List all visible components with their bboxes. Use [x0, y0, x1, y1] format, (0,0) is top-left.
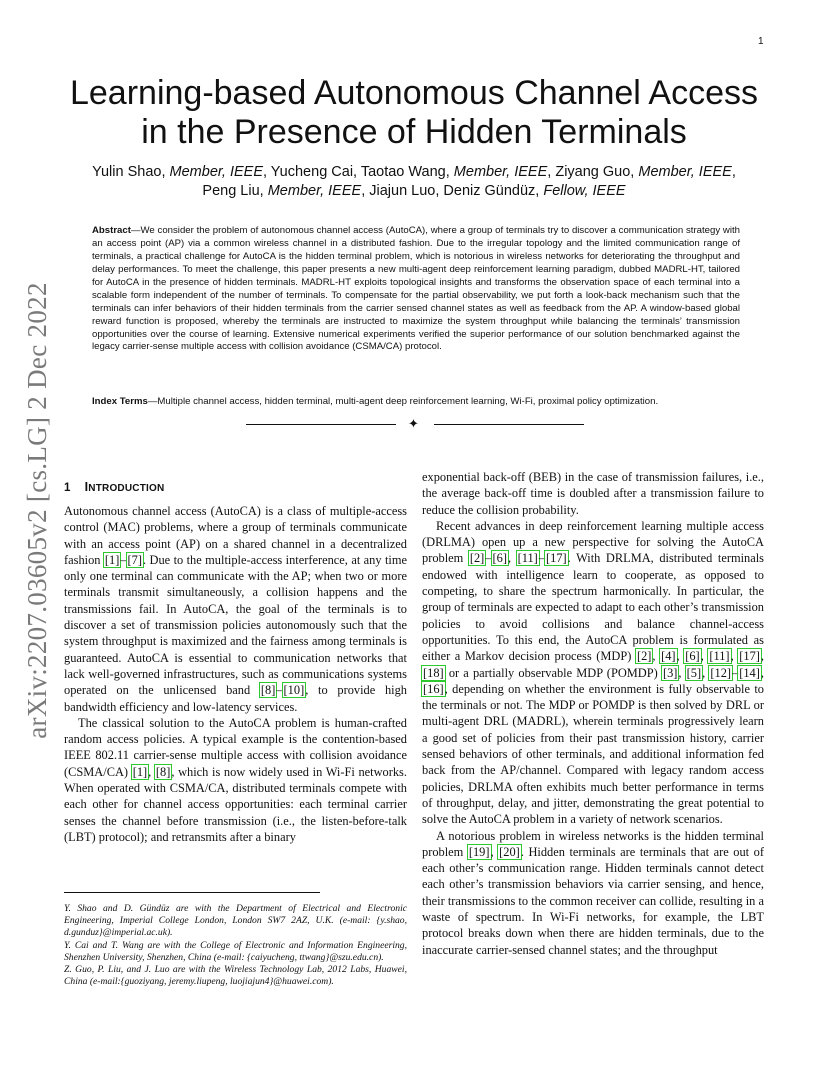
body-text: or a partially observable MDP (POMDP) — [444, 665, 662, 680]
citation-link[interactable]: [10] — [283, 683, 305, 698]
body-text: , — [702, 665, 710, 680]
paragraph — [422, 828, 764, 958]
body-text: exponential back-off (BEB) in the case of transmission failures, i.e., the average back-off time is doubled after a transmission failure to reduce the collision probability. — [422, 470, 764, 517]
citation-link[interactable]: [17] — [739, 649, 760, 664]
citation-link[interactable]: [2] — [469, 551, 485, 566]
footnotes — [64, 903, 407, 988]
body-text: , — [678, 665, 686, 680]
arxiv-identifier: arXiv:2207.03605v2 [cs.LG] 2 Dec 2022 — [21, 281, 52, 739]
paragraph — [422, 469, 764, 518]
body-text: , — [148, 764, 155, 779]
citation-link[interactable]: [18] — [423, 665, 444, 680]
abstract-text: —We consider the problem of autonomous channel access (AutoCA), where a group of terminals try to discover a communication strategy with an access point (AP) via a common wireless channel in a distributed fashion. Due to the irregular topology and the limited communication range of terminals, a practical challenge for AutoCA is the hidden terminal problem, which is notorious in wireless networks for deteriorating the throughput and delay performances. To meet the challenge, this paper presents a new multi-agent deep reinforcement learning paradigm, dubbed MADRL-HT, tailored for AutoCA in the presence of hidden terminals. MADRL-HT exploits topological insights and transforms the observation space of each terminal into a scalable form independent of the number of terminals. To compensate for the partial observability, we put forth a look-back mechanism such that the terminals can infer behaviors of their hidden terminals from the carrier sensed channel states as well as feedback from the AP. A window-based global reward function is proposed, whereby the terminals are instructed to maximize the system throughput while balancing the terminals’ transmission opportunities over the course of learning. Extensive numerical experiments verified the superior performance of our solution benchmarked against the legacy carrier-sense multiple access with collision avoidance (CSMA/CA) protocol. — [92, 225, 740, 353]
author-membership: Member, IEEE — [638, 164, 732, 180]
separator-line-left — [246, 424, 396, 425]
right-column — [422, 469, 764, 958]
author-names: , Jiajun Luo, Deniz Gündüz, — [361, 182, 544, 199]
citation-link[interactable]: [8] — [260, 683, 276, 698]
body-text: , — [730, 649, 739, 664]
body-text: , to provide high bandwidth efficiency and low-latency services. — [64, 683, 407, 714]
body-text: A notorious problem in wireless networks is the hidden terminal problem — [422, 828, 764, 859]
citation-link[interactable]: [7] — [127, 552, 142, 567]
index-terms — [92, 396, 740, 409]
body-text: . With DRLMA, distributed terminals endowed with intelligence learn to cooperate, as opposed to competing, to share the spectrum harmonically. In particular, the group of terminals are expected to adapt to each other’s transmission policies to avoid collisions and balance channel-access opportunities. To this end, the AutoCA problem is formulated as either a Markov decision process (MDP) — [422, 551, 764, 664]
section-number: 1 — [64, 482, 71, 494]
author-list — [70, 163, 758, 201]
body-text: Recent advances in deep reinforcement learning multiple access (DRLMA) open up a new perspective for solving the AutoCA problem — [422, 518, 764, 566]
author-names: , Ziyang Guo, — [547, 164, 639, 180]
footnote: Y. Shao and D. Gündüz are with the Department of Electrical and Electronic Engineering, Imperial College London, London SW7 2AZ, U.K. (e-mail: {y.shao, d.gunduz}@imperial.ac.uk). — [64, 903, 407, 939]
author-membership: Member, IEEE — [453, 164, 548, 180]
body-text: , which is now widely used in Wi-Fi networks. When operated with CSMA/CA, distributed terminals compete with each other for channel access opportunities: each terminal carrier senses the channel before transmission (i.e., the listen-before-talk (LBT) protocol); and retransmits after a binary — [64, 764, 407, 844]
body-text: , — [652, 649, 661, 664]
citation-link[interactable]: [20] — [499, 844, 520, 859]
body-text: The classical solution to the AutoCA problem is human-crafted random access policies. A typical example is the contention-based IEEE 802.11 carrier-sense multiple access with collision avoidance (CSMA/CA) — [64, 715, 407, 779]
author-names: Yulin Shao, — [92, 164, 170, 180]
body-text: , — [760, 665, 764, 680]
citation-link[interactable]: [8] — [155, 764, 171, 779]
body-text: Autonomous channel access (AutoCA) is a class of multiple-access control (MAC) problems, where a group of terminals communicate with an access point (AP) on a shared channel in a decentralized fashion — [64, 504, 407, 567]
author-names: , — [731, 164, 736, 180]
body-text: , depending on whether the environment is fully observable to the terminals or not. The MDP or POMDP is then solved by DRL or multi-agent DRL (MADRL), wherein terminals progressively learn a good set of policies from their past transmission history, carrier sensed behaviors of other terminals, and additional information fed back from the AP/channel. Compared with legacy random access policies, DRLMA often exhibits much better performance in terms of throughput, delay, and jitter, demonstrating the great potential to solve the AutoCA problem in a variety of network scenarios. — [422, 681, 764, 827]
author-membership: Member, IEEE — [267, 182, 362, 199]
index-terms-label: Index Terms — [92, 396, 148, 407]
citation-link[interactable]: [1] — [132, 764, 148, 779]
author-membership: Fellow, IEEE — [543, 182, 626, 199]
abstract — [92, 225, 740, 354]
arxiv-side-stamp — [4, 281, 70, 739]
citation-link[interactable]: [11] — [709, 649, 730, 664]
citation-link[interactable]: [14] — [739, 665, 760, 680]
page-number: 1 — [758, 36, 764, 47]
body-text: – — [732, 665, 739, 680]
section-separator — [246, 418, 584, 432]
citation-link[interactable]: [6] — [492, 551, 507, 566]
citation-link[interactable]: [16] — [423, 681, 444, 696]
body-text: – — [538, 551, 546, 566]
left-column — [64, 503, 407, 845]
author-names: Peng Liu, — [202, 182, 268, 199]
body-text: , — [700, 649, 709, 664]
body-text: . Hidden terminals are terminals that are out of each other’s communication range. Hidden terminals cannot detect each other’s transmission behaviors via carrier sensing, and hence, their transmissions to the common receiver can collide, resulting in a waste of spectrum. In Wi-Fi networks, for example, the LBT protocol breaks down when there are hidden terminals, due to the inaccurate carrier-sensed channel states; and the throughput — [422, 844, 764, 957]
abstract-label: Abstract — [92, 225, 131, 236]
body-text: – — [120, 552, 127, 567]
citation-link[interactable]: [5] — [686, 665, 702, 680]
author-names: , Yucheng Cai, Taotao Wang, — [263, 164, 454, 180]
index-terms-text: —Multiple channel access, hidden terminal, multi-agent deep reinforcement learning, Wi-Fi, proximal policy optimization. — [147, 396, 659, 407]
paragraph — [64, 503, 407, 715]
body-text: – — [276, 683, 283, 698]
citation-link[interactable]: [1] — [104, 552, 120, 567]
body-text: , — [490, 844, 499, 859]
citation-link[interactable]: [6] — [685, 649, 700, 664]
body-text: , — [507, 551, 517, 566]
paragraph — [64, 715, 407, 845]
diamond-icon: ✦ — [408, 417, 419, 432]
footnote: Y. Cai and T. Wang are with the College of Electronic and Information Engineering, Shenzhen University, Shenzhen, China (e-mail: {caiyucheng, ttwang}@szu.edu.cn). — [64, 939, 407, 963]
citation-link[interactable]: [19] — [468, 844, 490, 859]
author-membership: Member, IEEE — [169, 164, 264, 180]
separator-line-right — [434, 424, 584, 425]
body-text: , — [760, 649, 765, 664]
citation-link[interactable]: [11] — [517, 551, 538, 566]
paragraph — [422, 518, 764, 828]
body-text: , — [676, 649, 685, 664]
footnote-rule — [64, 892, 320, 893]
author-line-2 — [70, 182, 758, 201]
citation-link[interactable]: [12] — [710, 665, 732, 680]
body-text: – — [485, 551, 492, 566]
paper-title: Learning-based Autonomous Channel Access in the Presence of Hidden Terminals — [69, 74, 759, 152]
citation-link[interactable]: [4] — [661, 649, 676, 664]
body-text: . Due to the multiple-access interference, at any time only one terminal can communicate with the AP; when two or more terminals transmit simultaneously, a collision happens and the transmissions fail. In AutoCA, the goal of the terminals is to discover a set of transmission policies autonomously such that the system throughput is maximized and the fairness among terminals is guaranteed. AutoCA is essential to communication networks that lack well-governed infrastructures, such as communications systems operated on the unlicensed band — [64, 552, 407, 698]
section-title: INTRODUCTION — [84, 480, 165, 494]
author-line-1 — [70, 163, 758, 182]
citation-link[interactable]: [3] — [662, 665, 678, 680]
footnote: Z. Guo, P. Liu, and J. Luo are with the Wireless Technology Lab, 2012 Labs, Huawei, China (e-mail:{guoziyang, jeremy.liupeng, luojiajun4}@huawei.com). — [64, 964, 407, 988]
citation-link[interactable]: [2] — [636, 649, 652, 664]
section-heading — [64, 480, 164, 494]
citation-link[interactable]: [17] — [546, 551, 567, 566]
